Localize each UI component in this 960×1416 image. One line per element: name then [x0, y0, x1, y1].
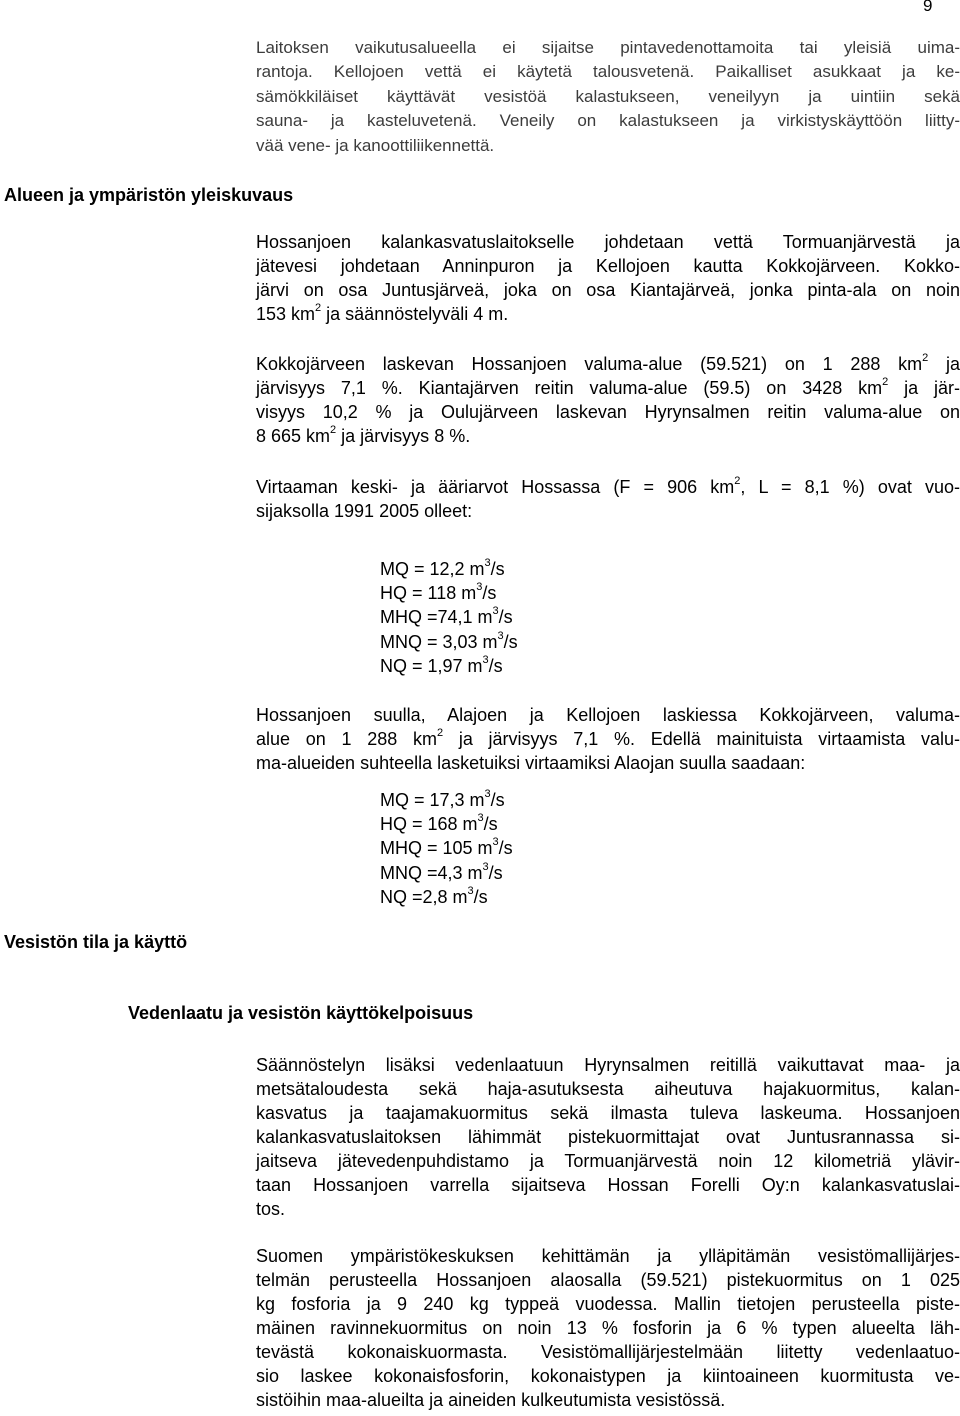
text-segment: ja — [928, 354, 960, 374]
text-line: Säännöstelyn lisäksi vedenlaatuun Hyrynsalmen reitillä vaikuttavat maa- ja — [256, 1055, 960, 1075]
paragraph-intro — [256, 36, 960, 158]
text-line: telmän perusteella Hossanjoen alaosalla (59.521) pistekuormitus on 1 025 — [256, 1270, 960, 1290]
superscript: 3 — [467, 884, 474, 897]
flow-label: NQ =2,8 m — [380, 886, 468, 907]
text-line: rantoja. Kellojoen vettä ei käytetä talousvetenä. Paikalliset asukkaat ja ke- — [256, 62, 960, 82]
flow-label: MNQ =4,3 m — [380, 862, 483, 883]
paragraph-water-quality — [256, 1053, 960, 1221]
text-segment: ja järvisyys 7,1 %. Edellä mainituista virtaamista valu- — [443, 729, 960, 749]
flow-value — [380, 557, 518, 581]
flow-label: MHQ = 105 m — [380, 838, 493, 859]
flow-value — [380, 861, 513, 885]
text-segment: Kokkojärveen laskevan Hossanjoen valuma-alue (59.521) on 1 288 km — [256, 354, 923, 374]
flow-label: HQ = 168 m — [380, 814, 478, 835]
superscript: 3 — [484, 557, 491, 569]
flow-label: NQ = 1,97 m — [380, 655, 483, 676]
flow-value — [380, 654, 518, 678]
text-segment: , L = 8,1 %) ovat vuo- — [740, 477, 960, 497]
text-line: sijaksolla 1991 2005 olleet: — [256, 501, 473, 521]
flow-value — [380, 788, 513, 812]
paragraph-catchment — [256, 352, 960, 448]
text-line: järvi on osa Juntusjärveä, joka on osa Kiantajärveä, jonka pinta-ala on noin — [256, 280, 960, 300]
text-line: kalankasvatuslaitoksen lähimmät pistekuormittajat ovat Juntusrannassa si- — [256, 1127, 960, 1147]
text-line: taan Hossanjoen varrella sijaitseva Hossan Forelli Oy:n kalankasvatuslai- — [256, 1175, 960, 1195]
text-line: tevästä kokonaiskuormasta. Vesistömallijärjestelmään liitetty vedenlaatuo- — [256, 1342, 960, 1362]
flow-unit: /s — [490, 790, 505, 810]
flow-label: MQ = 17,3 m — [380, 790, 485, 810]
flow-unit: /s — [498, 838, 513, 859]
text-line: sio laskee kokonaisfosforin, kokonaistypen ja kiintoaineen kuormitusta ve- — [256, 1366, 960, 1386]
text-segment: 8 665 km — [256, 426, 331, 446]
flow-unit: /s — [503, 631, 518, 652]
text-segment: ja järvisyys 8 %. — [336, 426, 471, 446]
text-line — [256, 302, 960, 326]
text-line: Suomen ympäristökeskuksen kehittämän ja ylläpitämän vesistömallijärjes- — [256, 1246, 960, 1266]
flow-label: MQ = 12,2 m — [380, 559, 485, 579]
flow-label: HQ = 118 m — [380, 583, 477, 604]
text-segment: ja jär- — [888, 378, 960, 398]
text-line: sauna- ja kasteluvetenä. Veneily on kalastukseen ja virkistyskäyttöön liitty- — [256, 111, 960, 131]
page-number: 9 — [923, 0, 933, 15]
superscript: 2 — [436, 727, 444, 739]
text-line: mäinen ravinnekuormitus on noin 13 % fosforin ja 6 % typen alueelta läh- — [256, 1318, 960, 1338]
heading-area-overview: Alueen ja ympäristön yleiskuvaus — [4, 185, 294, 205]
superscript: 3 — [482, 860, 489, 873]
flow-unit: /s — [483, 814, 498, 835]
flow-label: MHQ =74,1 m — [380, 607, 493, 628]
flow-value — [380, 812, 513, 836]
text-line — [256, 424, 960, 448]
flow-value — [380, 836, 513, 860]
text-line — [256, 376, 960, 400]
text-line: Laitoksen vaikutusalueella ei sijaitse pintavedenottamoita tai yleisiä uima- — [256, 38, 960, 57]
flow-unit: /s — [488, 655, 503, 676]
flow-unit: /s — [473, 886, 488, 907]
text-line — [256, 475, 960, 499]
superscript: 2 — [734, 475, 741, 487]
text-segment: järvisyys 7,1 %. Kiantajärven reitin valuma-alue (59.5) on 3428 km — [256, 378, 883, 398]
text-line: metsätaloudesta sekä haja-asutuksesta aiheutuva hajakuormitus, kalan- — [256, 1079, 960, 1099]
superscript: 3 — [497, 629, 504, 642]
heading-water-quality: Vedenlaatu ja vesistön käyttökelpoisuus — [128, 1003, 474, 1023]
flow-value — [380, 605, 518, 629]
text-line: jaitseva jätevedenpuhdistamo ja Tormuanjärvestä noin 12 kilometriä ylävir- — [256, 1151, 960, 1171]
flow-value — [380, 630, 518, 654]
text-line: Hossanjoen suulla, Alajoen ja Kellojoen laskiessa Kokkojärveen, valuma- — [256, 705, 960, 725]
superscript: 3 — [476, 581, 483, 594]
text-line: visyys 10,2 % ja Oulujärveen laskevan Hyrynsalmen reitin valuma-alue on — [256, 402, 960, 422]
flow-unit: /s — [482, 583, 497, 604]
text-line: kg fosforia ja 9 240 kg typpeä vuodessa. Mallin tietojen perusteella piste- — [256, 1294, 960, 1314]
flow-unit: /s — [498, 607, 513, 628]
text-line — [256, 727, 960, 751]
text-line: kasvatus ja taajamakuormitus sekä ilmasta tuleva laskeuma. Hossanjoen — [256, 1103, 960, 1123]
superscript: 2 — [315, 302, 322, 314]
superscript: 3 — [492, 605, 499, 618]
text-segment: Virtaaman keski- ja ääriarvot Hossassa (F = 906 km — [256, 477, 735, 497]
superscript: 3 — [484, 788, 491, 800]
text-segment: ja säännöstelyväli 4 m. — [321, 304, 509, 324]
superscript: 2 — [882, 376, 889, 388]
superscript: 3 — [492, 836, 499, 849]
flow-label: MNQ = 3,03 m — [380, 631, 498, 652]
superscript: 2 — [922, 352, 929, 364]
text-line: sistöihin maa-alueilta ja aineiden kulkeutumista vesistössä. — [256, 1390, 726, 1410]
text-segment: 153 km — [256, 304, 316, 324]
flow-unit: /s — [490, 559, 505, 579]
text-line — [256, 352, 960, 376]
flow-unit: /s — [488, 862, 503, 883]
paragraph-alaoja — [256, 703, 960, 775]
flow-values-alaoja — [380, 788, 513, 909]
text-line: vää vene- ja kanoottiliikennettä. — [256, 135, 495, 155]
text-line: Hossanjoen kalankasvatuslaitokselle johdetaan vettä Tormuanjärvestä ja — [256, 232, 960, 252]
flow-value — [380, 581, 518, 605]
flow-values-hossa — [380, 557, 518, 678]
text-line: ma-alueiden suhteella lasketuiksi virtaamiksi Alaojan suulla saadaan: — [256, 753, 806, 773]
text-line: jätevesi johdetaan Anninpuron ja Kellojoen kautta Kokkojärveen. Kokko- — [256, 256, 960, 276]
text-line: tos. — [256, 1199, 286, 1219]
text-line: sämökkiläiset käyttävät vesistöä kalastukseen, veneilyyn ja uintiin sekä — [256, 86, 960, 106]
heading-water-status-use: Vesistön tila ja käyttö — [4, 932, 188, 952]
superscript: 2 — [330, 424, 337, 436]
flow-value — [380, 885, 513, 909]
text-segment: alue on 1 288 km — [256, 729, 437, 749]
paragraph-flow-intro — [256, 475, 960, 523]
superscript: 3 — [477, 812, 484, 825]
paragraph-model — [256, 1244, 960, 1412]
superscript: 3 — [482, 653, 489, 666]
paragraph-hossanjoki — [256, 230, 960, 326]
